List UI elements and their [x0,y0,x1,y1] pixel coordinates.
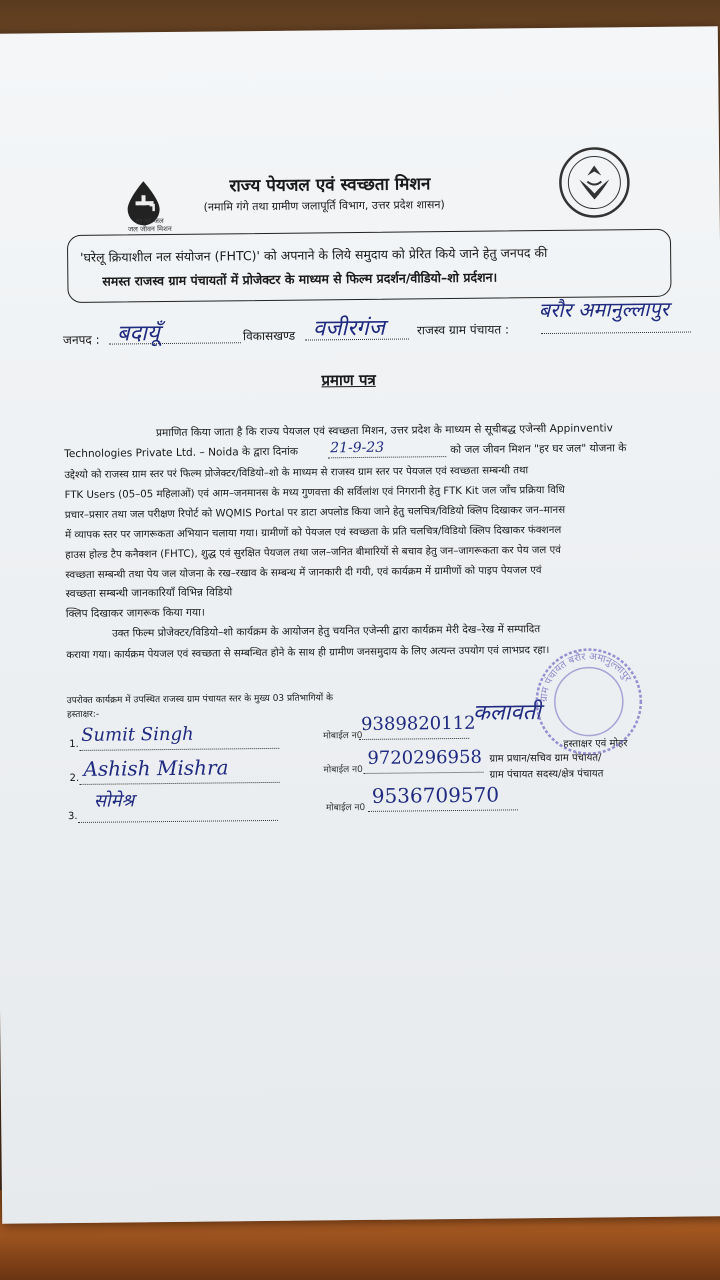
mobile-line [368,808,518,812]
up-govt-emblem-icon [557,145,632,220]
signatory-role: ग्राम प्रधान/सचिव ग्राम पंचायत/ [489,752,602,765]
district-value: बदायूँ [116,321,160,347]
block-label: विकासखण्ड [242,328,296,344]
title-line-1: 'घरेलू क्रियाशील नल संयोजन (FHTC)' को अपनाने के लिये समुदाय को प्रेरित किये जाने हेतु जनपद की [80,245,548,265]
title-box [67,229,672,303]
body-line: में व्यापक स्तर पर जागरूकता अभियान चलाया गया। ग्रामीणों को पेयजल एवं स्वच्छता के प्रति चलचित्र/विडियो क्लिप दिखाकर फंक्शनल [64,524,562,542]
signatory-label: हस्ताक्षर एवं मोहर [563,738,628,750]
signature-line [79,747,279,751]
mobile-label: मोबाईल न0 [323,730,363,742]
block-value: वजीरगंज [312,315,385,342]
body-line: उक्त फिल्म प्रोजेक्टर/विडियो–शो कार्यक्रम के आयोजन हेतु चयनित एजेन्सी द्वारा कार्यक्रम मेरी देख–रेख में सम्पादित [112,623,541,640]
certificate-heading: प्रमाण पत्र [321,370,376,390]
panchayat-dotted-line [541,331,691,335]
mobile-line [359,737,469,740]
title-line-2: समस्त राजस्व ग्राम पंचायतों में प्रोजेक्टर के माध्यम से फिल्म प्रदर्शन/वीडियो–शो प्रर्दशन। [102,269,498,289]
participant-mobile: 9720296958 [367,746,483,769]
pradhan-signature: कलावती [472,700,542,726]
body-line: स्वच्छता सम्बन्धी तथा पेय जल योजना के रख–रखाव के सम्बन्ध में जानकारी दी गयी, एवं कार्यक्रम में ग्रामीणों को पाइप पेयजल एवं [65,565,542,582]
participant-mobile: 9389820112 [360,712,476,735]
signature-line [80,781,280,785]
signature-line [78,819,278,823]
panchayat-label: राजस्व ग्राम पंचायत : [416,322,510,338]
official-stamp [532,645,645,758]
participant-signature: Ashish Mishra [83,755,229,781]
district-label: जनपद : [62,332,100,348]
signatory-role-2: ग्राम पंचायत सदस्य/क्षेत्र पंचायत [489,768,604,781]
logo-left-caption: हर घर जल जल जीवन मिशन [127,217,172,234]
body-line: प्रमाणित किया जाता है कि राज्य पेयजल एवं स्वच्छता मिशन, उत्तर प्रदेश के माध्यम से सूचीबद्ध एजेन्सी Appinventiv [155,422,613,440]
participant-signature: Sumit Singh [81,723,194,746]
mobile-line [364,771,484,774]
body-line: FTK Users (05–05 महिलाओं) एवं आम–जनमानस के मध्य गुणवत्ता की सर्विलांश एवं निगरानी हेतु FTK Kit जल जाँच प्रक्रिया विधि [64,484,565,502]
program-date: 21-9-23 [330,439,385,457]
participant-number: 2. [69,772,80,785]
body-line: को जल जीवन मिशन "हर घर जल" योजना के [450,442,627,457]
participant-number: 3. [67,810,78,823]
body-line: हाउस होल्ड टैप कनैक्शन (FHTC), शुद्ध एवं सुरक्षित पेयजल तथा जल–जनित बीमारियों से बचाव हेतु जन–जागरूकता कर पेय जल एवं [65,544,561,562]
participant-mobile: 9536709570 [371,782,500,808]
mobile-label: मोबाईल न0 [325,802,366,814]
header-title: राज्य पेयजल एवं स्वच्छता मिशन [229,174,431,197]
body-line: प्रचार–प्रसार तथा जल परीक्षण रिपोर्ट को WQMIS Portal पर डाटा अपलोड किया जाने हेतु चलचित्र/विडियो क्लिप दिखाकर जन–मानस [64,504,566,522]
mobile-label: मोबाईल न0 [323,764,363,776]
certificate-page [0,26,720,1224]
body-line: क्लिप दिखाकर जागरूक किया गया। [65,606,205,621]
stamp-text: ग्राम पंचायत बरौर अमानुल्लापुर [538,651,633,703]
participants-intro-signature: हस्ताक्षर:- [66,709,100,721]
body-line: Technologies Private Ltd. – Noida के द्वारा दिनांक [64,445,298,461]
body-line: उद्देश्यो को राजस्व ग्राम स्तर परं फिल्म प्रोजेक्टर/विडियो–शो के माध्यम से राजस्व ग्राम स्तर पर पेयजल एवं स्वच्छता सम्बन्धी तथा [64,465,529,482]
participant-number: 1. [69,738,79,751]
panchayat-value: बरौर अमानुल्लापुर [538,296,669,323]
participants-intro: उपरोक्त कार्यक्रम में उपस्थित राजस्व ग्राम पंचायत स्तर के मुख्य 03 प्रतिभागियों के [66,693,334,707]
body-line: स्वच्छता सम्बन्धी जानकारियाँ विभिन्न विडियो [65,586,233,601]
participant-signature: सोमेश्र [93,790,135,812]
body-line: कराया गया। कार्यक्रम पेयजल एवं स्वच्छता से सम्बन्धित होने के साथ ही ग्रामीण जनसमुदाय के लिए अत्यन्त उपयोग एवं लाभप्रद रहा। [66,645,550,662]
header-subtitle: (नमामि गंगे तथा ग्रामीण जलापूर्ति विभाग, उत्तर प्रदेश शासन) [203,198,445,214]
